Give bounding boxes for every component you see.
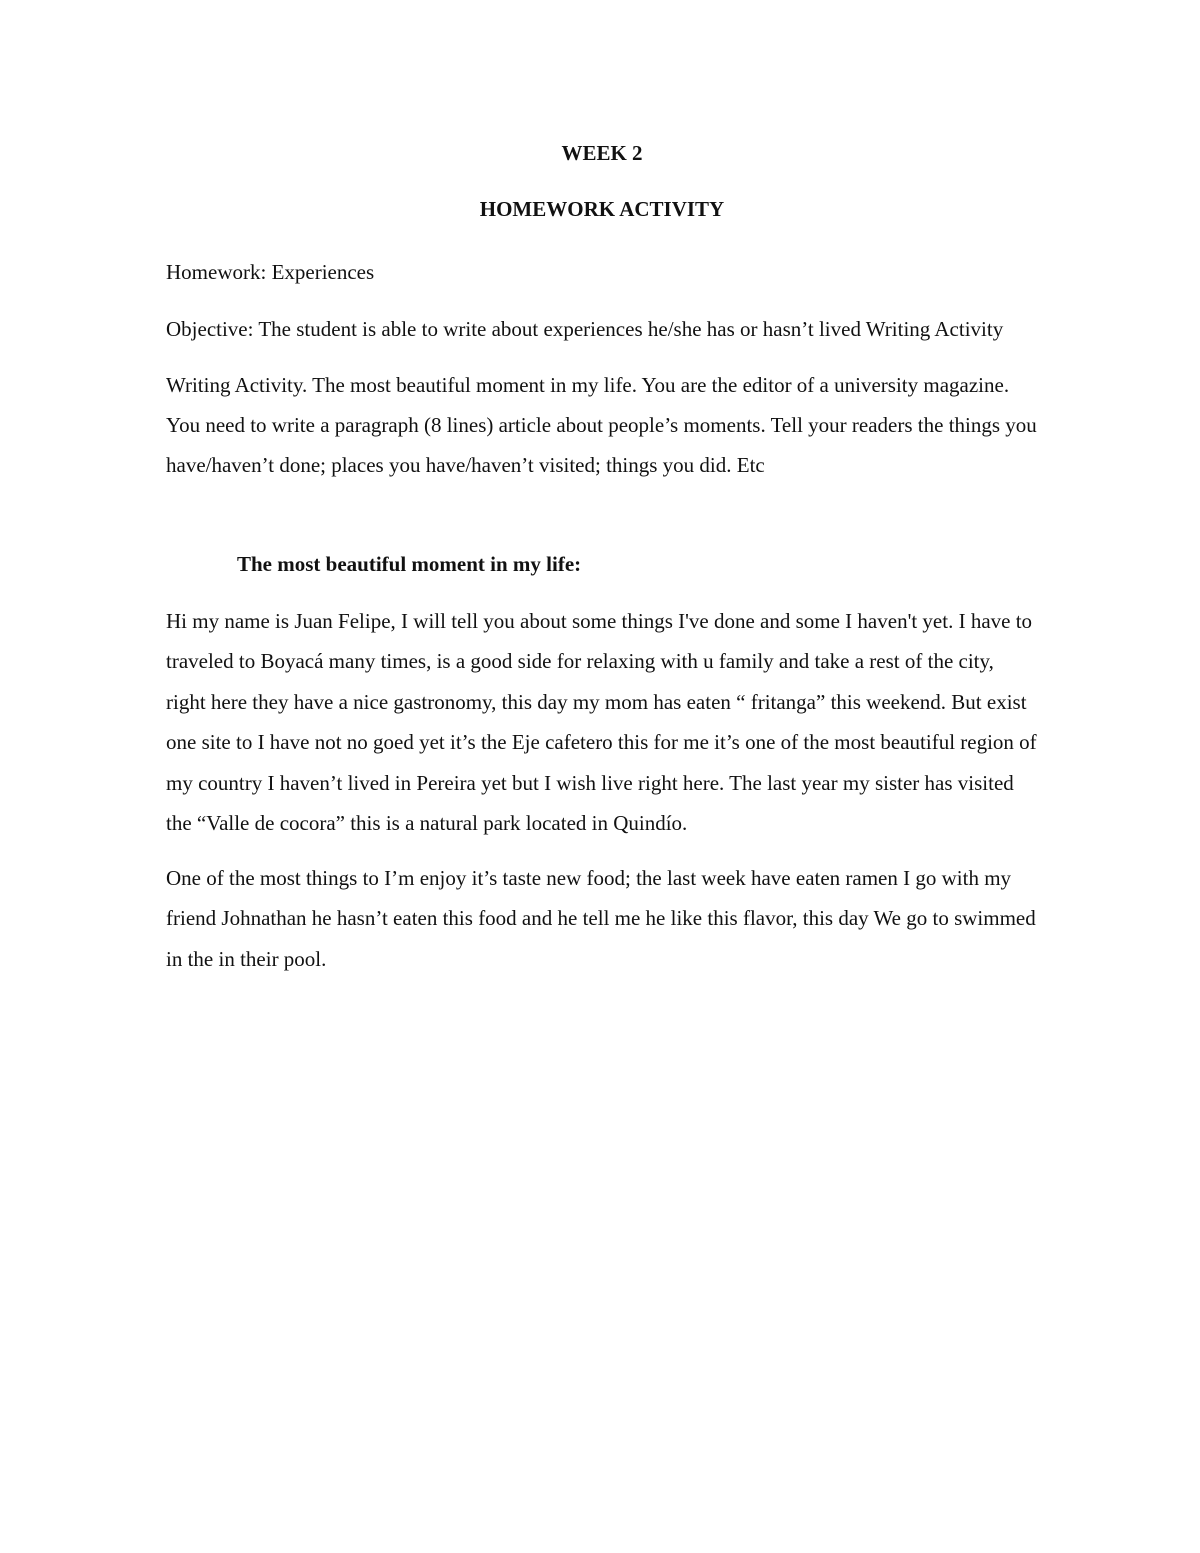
article-paragraph-1: Hi my name is Juan Felipe, I will tell you about some things I've done and some I haven't yet. I have to traveled to Boyacá many times, is a good side for relaxing with u family and take a rest of the city, right here they have a nice gastronomy, this day my mom has eaten “ fritanga” this weekend. But exist one site to I have not no goed yet it’s the Eje cafetero this for me it’s one of the most beautiful region of my country I haven’t lived in Pereira yet but I wish live right here. The last year my sister has visited the “Valle de cocora” this is a natural park located in Quindío. <box>166 608 1037 835</box>
week-heading: WEEK 2 <box>561 141 643 165</box>
article-paragraph-2: One of the most things to I’m enjoy it’s taste new food; the last week have eaten ramen I go with my friend Johnathan he hasn’t eaten this food and he tell me he like this flavor, this day We go to swimmed in the in their pool. <box>166 865 1036 971</box>
section-spacer <box>166 485 1038 549</box>
document-body <box>166 138 1038 979</box>
instructions-paragraph: Writing Activity. The most beautiful moment in my life. You are the editor of a university magazine. You need to write a paragraph (8 lines) article about people’s moments. Tell your readers the things you have/haven’t done; places you have/haven’t visited; things you did. Etc <box>166 372 1037 477</box>
activity-heading: HOMEWORK ACTIVITY <box>479 197 725 221</box>
article-title: The most beautiful moment in my life: <box>237 551 582 576</box>
homework-line: Homework: Experiences <box>166 260 375 284</box>
objective-paragraph: Objective: The student is able to write about experiences he/she has or hasn’t lived Writing Activity <box>166 316 1004 341</box>
article-section <box>166 549 1038 980</box>
